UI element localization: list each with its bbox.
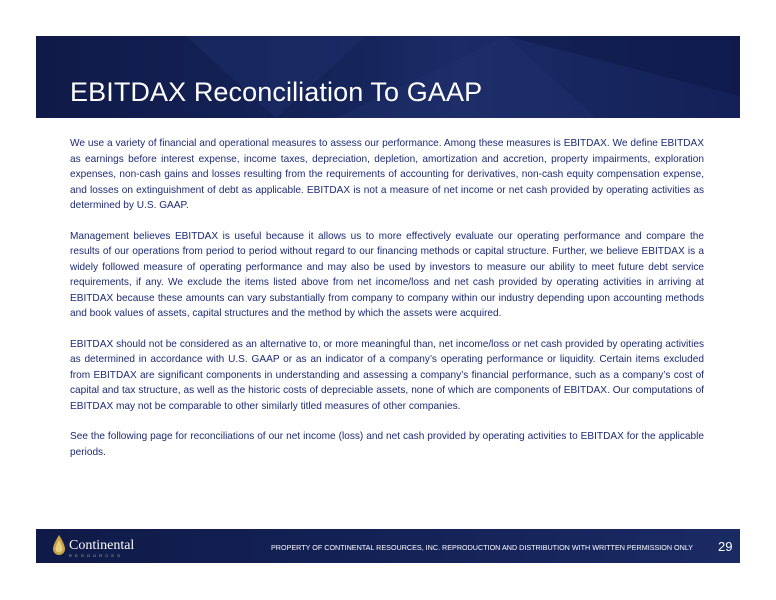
body-text xyxy=(70,136,704,475)
copyright-notice: PROPERTY OF CONTINENTAL RESOURCES, INC. REPRODUCTION AND DISTRIBUTION WITH WRITTEN PERMISSION ONLY xyxy=(271,543,694,552)
footer-bar xyxy=(36,529,740,563)
logo-subtitle: RESOURCES xyxy=(69,553,124,558)
logo-wordmark: Continental xyxy=(69,538,135,553)
paragraph-see-following: See the following page for reconciliations of our net income (loss) and net cash provided by operating activities to EBITDAX for the applicable periods. xyxy=(70,431,704,458)
paragraph-limitations: EBITDAX should not be considered as an alternative to, or more meaningful than, net income/loss or net cash provided by operating activities as determined in accordance with U.S. GAAP or as an indicator of a company’s operating performance or liquidity. Certain items excluded from EBITDAX are significant components in understanding and assessing a company’s financial performance, such as a company’s cost of capital and tax structure, as well as the historic costs of depreciable assets, none of which are components of EBITDAX. Our computations of EBITDAX may not be comparable to other similarly titled measures of other companies. xyxy=(70,338,704,412)
title-banner xyxy=(36,36,740,118)
paragraph-usefulness: Management believes EBITDAX is useful because it allows us to more effectively evaluate our operating performance and compare the results of our operations from period to period without regard to our financing methods or capital structure. Further, we believe EBITDAX is a widely followed measure of operating performance and may also be used by investors to measure our ability to meet future debt service requirements, if any. We exclude the items listed above from net income/loss and net cash provided by operating activities in arriving at EBITDAX because these amounts can vary substantially from company to company within our industry depending upon accounting methods and book values of assets, capital structures and the method by which the assets were acquired. xyxy=(70,230,704,319)
page-number: 29 xyxy=(718,539,733,554)
oil-drop-icon xyxy=(52,534,66,558)
company-logo xyxy=(52,534,162,560)
paragraph-definition: We use a variety of financial and operational measures to assess our performance. Among these measures is EBITDAX. We define EBITDAX as earnings before interest expense, income taxes, depreciation, depletion, amortization and accretion, property impairments, exploration expenses, non-cash gains and losses resulting from the requirements of accounting for derivatives, non-cash equity compensation expense, and losses on extinguishment of debt as applicable. EBITDAX is not a measure of net income or net cash provided by operating activities as determined by U.S. GAAP. xyxy=(70,138,704,211)
page-title: EBITDAX Reconciliation To GAAP xyxy=(70,77,483,107)
